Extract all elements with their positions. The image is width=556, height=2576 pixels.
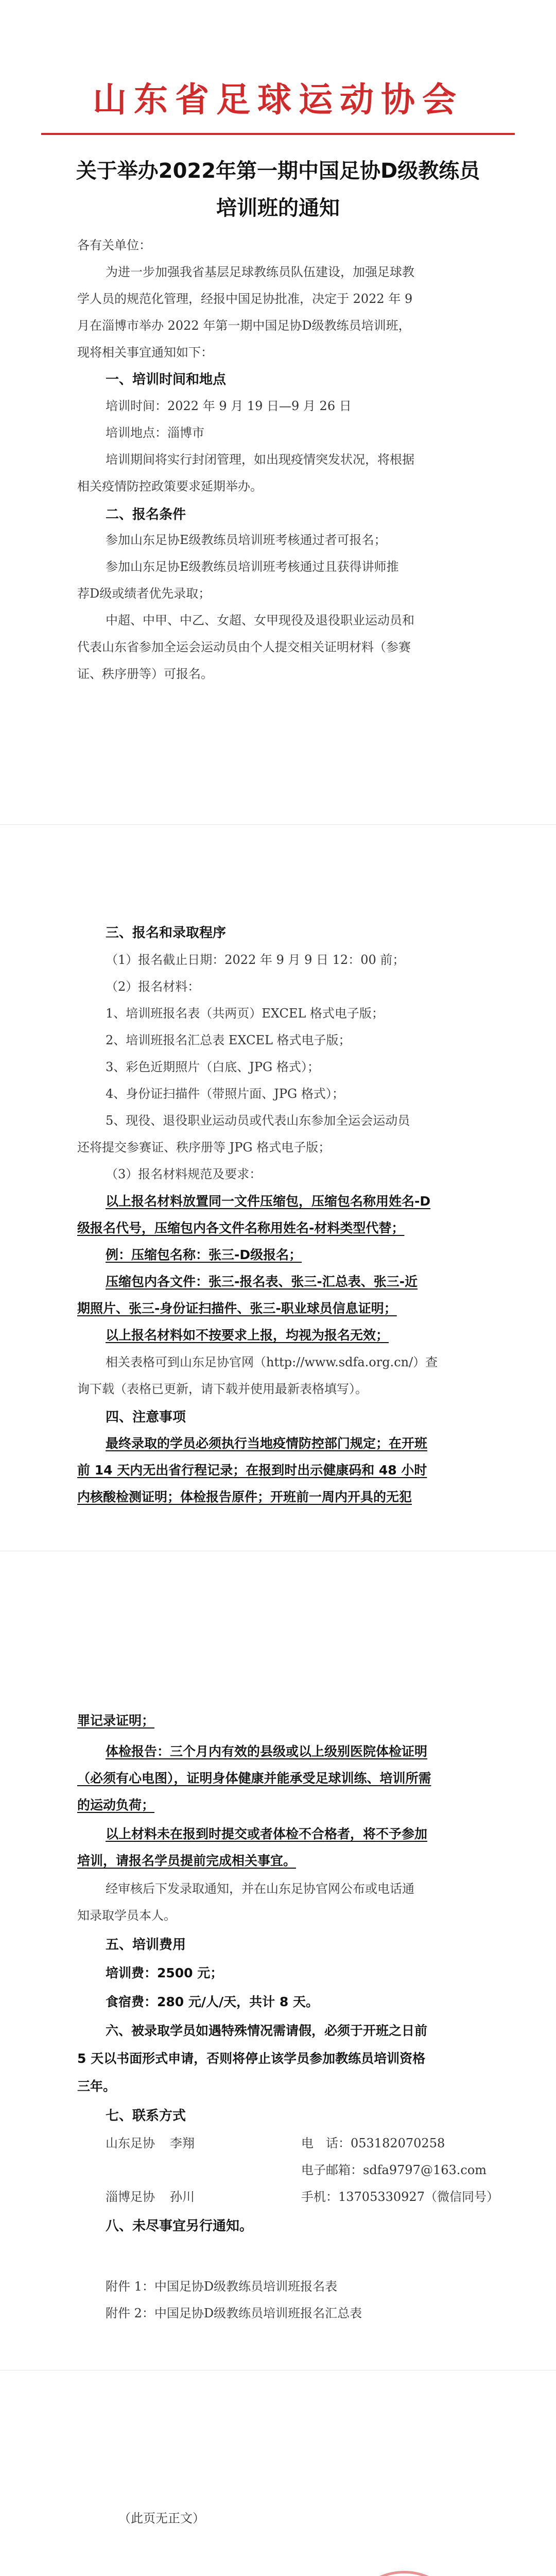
website-line: 相关表格可到山东足协官网（http://www.sdfa.org.cn/）查 [106,1355,438,1369]
body-line: （2）报名材料： [106,979,200,994]
contact-name: 李翔 [170,2136,195,2150]
body-line: 相关疫情防控政策要求延期举办。 [77,479,263,494]
notice-line: （必须有心电图），证明身体健康并能承受足球训练、培训所需 [77,1771,431,1786]
training-time: 培训时间：2022 年 9 月 19 日—9 月 26 日 [106,399,352,413]
section-heading: 七、联系方式 [106,2108,186,2124]
salutation: 各有关单位： [77,238,151,252]
notice-line: 前 14 天内无出省行程记录；在报到时出示健康码和 48 小时 [77,1463,427,1478]
notice-line: 最终录取的学员必须执行当地疫情防控部门规定；在开班 [106,1436,428,1451]
requirement-line: 以上报名材料放置同一文件压缩包，压缩包名称用姓名-D [106,1194,431,1209]
page-break [0,824,556,825]
contact-name: 孙川 [170,2190,195,2204]
material-item: 3、彩色近期照片（白底、JPG 格式）； [106,1060,320,1074]
letterhead-rule [41,133,515,135]
section-heading: 四、注意事项 [106,1410,186,1425]
body-line: 中超、中甲、中乙、女超、女甲现役及退役职业运动员和 [106,613,414,628]
body-line: 经审核后下发录取通知，并在山东足协官网公布或电话通 [106,1882,414,1896]
letterhead-org: 山东省足球运动协会 [93,80,463,120]
training-place: 培训地点：淄博市 [106,426,204,440]
section-heading: 一、培训时间和地点 [106,372,227,387]
notice-line: 罪记录证明； [77,1713,155,1728]
leave-policy: 三年。 [77,2079,116,2094]
intro-line: 学人员的规范化管理，经报中国足协批准，决定于 2022 年 9 [77,292,413,306]
section-heading: 三、报名和录取程序 [106,925,227,941]
notice-title-line1: 关于举办2022年第一期中国足协D级教练员 [76,159,480,183]
contact-phone: 手机：13705330927（微信同号） [301,2190,499,2204]
requirement-line: 压缩包内各文件：张三-报名表、张三-汇总表、张三-近 [106,1274,418,1289]
official-seal [342,2571,466,2576]
requirement-line: 级报名代号，压缩包内各文件名称用姓名-材料类型代替； [77,1221,405,1235]
body-line: 知录取学员本人。 [77,1908,176,1923]
body-line: 荐D级或绩者优先录取； [77,586,211,601]
attachment-item: 附件 1：中国足协D级教练员培训班报名表 [106,2279,338,2294]
contact-org: 山东足协 [106,2136,155,2150]
leave-policy: 六、被录取学员如遇特殊情况需请假，必须于开班之日前 [106,2023,428,2038]
body-line: 证、秩序册等）可报名。 [77,667,213,681]
section-heading: 五、培训费用 [106,1937,186,1953]
notice-line: 以上材料未在报到时提交或者体检不合格者，将不予参加 [106,1826,428,1841]
body-line: 参加山东足协E级教练员培训班考核通过者可报名； [106,533,387,547]
body-line: 参加山东足协E级教练员培训班考核通过且获得讲师推 [106,560,399,574]
lodging-fee: 食宿费：280 元/人/天，共计 8 天。 [106,1994,319,2009]
material-item: 5、现役、退役职业运动员或代表山东参加全运会运动员 [106,1113,410,1128]
intro-line: 为进一步加强我省基层足球教练员队伍建设，加强足球教 [106,265,414,279]
notice-line: 内核酸检测证明；体检报告原件；开班前一周内开具的无犯 [77,1489,412,1504]
requirement-line: 以上报名材料如不按要求上报，均视为报名无效； [106,1328,389,1343]
material-item: 4、身份证扫描件（带照片面、JPG 格式）； [106,1087,344,1101]
no-body-note: （此页无正文） [118,2511,205,2526]
leave-policy: 5 天以书面形式申请，否则将停止该学员参加教练员培训资格 [77,2051,426,2066]
requirement-line: 期照片、张三-身份证扫描件、张三-职业球员信息证明； [77,1301,397,1316]
notice-title-line2: 培训班的通知 [216,196,340,220]
body-line: 培训期间将实行封闭管理，如出现疫情突发状况，将根据 [106,452,414,467]
section-heading: 二、报名条件 [106,507,186,522]
intro-line: 月在淄博市举办 2022 年第一期中国足协D级教练员培训班， [77,318,411,333]
attachment-item: 附件 2：中国足协D级教练员培训班报名汇总表 [106,2306,362,2320]
contact-org: 淄博足协 [106,2190,155,2204]
intro-line: 现将相关事宜通知如下： [77,345,213,360]
material-item: 还将提交参赛证、秩序册等 JPG 格式电子版； [77,1140,331,1155]
website-line: 询下载（表格已更新，请下载并使用最新表格填写）。 [77,1382,368,1396]
body-line: 代表山东省参加全运会运动员由个人提交相关证明材料（参赛 [77,640,411,654]
notice-line: 的运动负荷； [77,1798,155,1812]
material-item: 1、培训班报名表（共两页）EXCEL 格式电子版； [106,1006,384,1021]
material-item: 2、培训班报名汇总表 EXCEL 格式电子版； [106,1033,351,1047]
contact-phone: 电 话：053182070258 [301,2136,445,2150]
notice-line: 培训，请报名学员提前完成相关事宜。 [77,1853,297,1868]
section-heading: 八、未尽事宜另行通知。 [106,2218,253,2234]
training-fee: 培训费：2500 元； [106,1965,223,1980]
requirement-line: 例：压缩包名称：张三-D级报名； [106,1247,302,1262]
body-line: （3）报名材料规范及要求： [106,1167,262,1181]
deadline: （1）报名截止日期：2022 年 9 月 9 日 12：00 前； [106,953,405,967]
notice-line: 体检报告：三个月内有效的县级或以上级别医院体检证明 [106,1744,428,1759]
contact-email: 电子邮箱：sdfa9797@163.com [301,2163,487,2177]
